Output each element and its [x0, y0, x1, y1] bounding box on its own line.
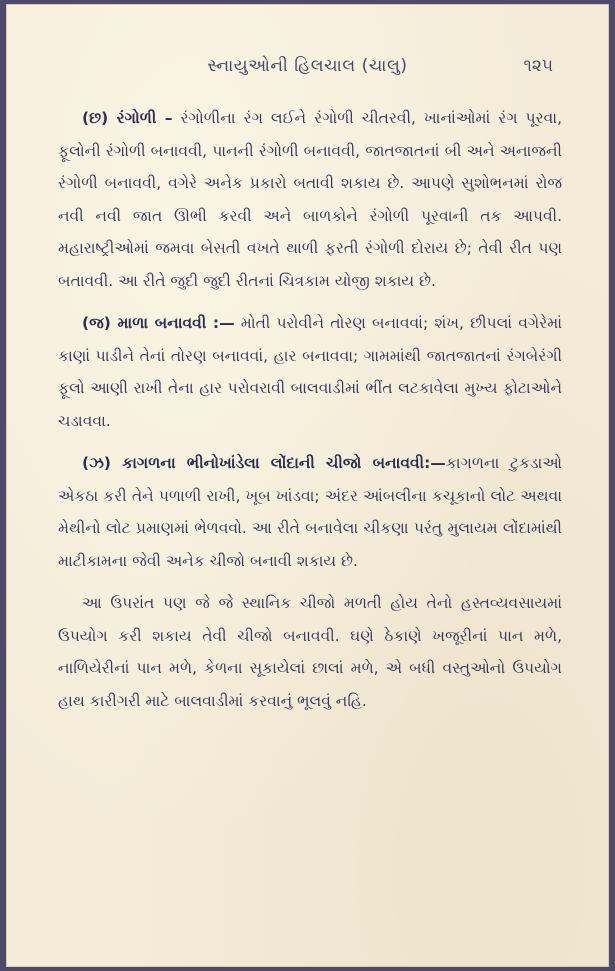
paragraph-local-materials: [58, 587, 562, 717]
paragraph-text: આ ઉપરાંત પણ જે જે સ્થાનિક ચીજો મળતી હોય તેનો હસ્તવ્યવસાયમાં ઉપયોગ કરી શકાય તેવી ચીજો બનાવવી. ઘણે ઠેકાણે ખજૂરીનાં પાન મળે, નાળિયેરીનાં પાન મળે, કેળના સૂકાયેલાં છાલાં મળે, એ બધી વસ્તુઓનો ઉપયોગ હાથ કારીગરી માટે બાલવાડીમાં કરવાનું ભૂલવું નહિ.: [58, 594, 562, 710]
section-heading-paper-pulp: (ઝ) કાગળના ભીનોખાંડેલા લોંદાની ચીજો બનાવવી:—: [82, 454, 446, 472]
paragraph-paper-pulp: [58, 447, 562, 577]
paragraph-text: કાગળના ટુકડાઓ એકઠા કરી તેને પળાળી રાખી, ખૂબ ખાંડવા; અંદર આંબલીના કચૂકાનો લોટ અથવા મેથીનો લોટ પ્રમાણમાં ભેળવવો. આ રીતે બનાવેલા ચીકણા પરંતુ મુલાયમ લોંદામાંથી માટીકામના જેવી અનેક ચીજો બનાવી શકાય છે.: [58, 454, 563, 570]
running-title: સ્નાયુઓની હિલચાલ (ચાલુ): [207, 56, 408, 76]
page-body: [58, 102, 562, 727]
section-heading-garland: (જ) માળા બનાવવી :—: [82, 314, 235, 332]
page-number: ૧૨૫: [523, 56, 553, 76]
paragraph-garland: [58, 307, 562, 437]
section-heading-rangoli: (છ) રંગોળી –: [82, 109, 173, 127]
page-header: [6, 56, 609, 82]
paragraph-rangoli: [58, 102, 562, 297]
paragraph-text: મોતી પરોવીને તોરણ બનાવવાં; શંખ, છીપલાં વગેરેમાં કાણાં પાડીને તેનાં તોરણ બનાવવાં, હાર બનાવવા; ગામમાંથી જાતજાતનાં રંગબેરંગી ફૂલો આણી રાખી તેના હાર પરોવરાવી બાલવાડીમાં ભીંત લટકાવેલા મુખ્ય ફોટાઓને ચડાવવા.: [58, 314, 562, 430]
book-page: [6, 4, 609, 967]
paragraph-text: રંગોળીના રંગ લઈને રંગોળી ચીતરવી, ખાનાંઓમાં રંગ પૂરવા, ફૂલોની રંગોળી બનાવવી, પાનની રંગોળી બનાવવી, જાતજાતનાં બી અને અનાજની રંગોળી બનાવવી, વગેરે અનેક પ્રકારો બતાવી શકાય છે. આપણે સુશોભનમાં રોજ નવી નવી જાત ઊભી કરવી અને બાળકોને રંગોળી પૂરવાની તક આપવી. મહારાષ્ટ્રીઓમાં જમવા બેસતી વખતે થાળી ફરતી રંગોળી દોરાય છે; તેવી રીત પણ બતાવવી. આ રીતે જુદી જુદી રીતનાં ચિત્રકામ યોજી શકાય છે.: [58, 109, 562, 290]
